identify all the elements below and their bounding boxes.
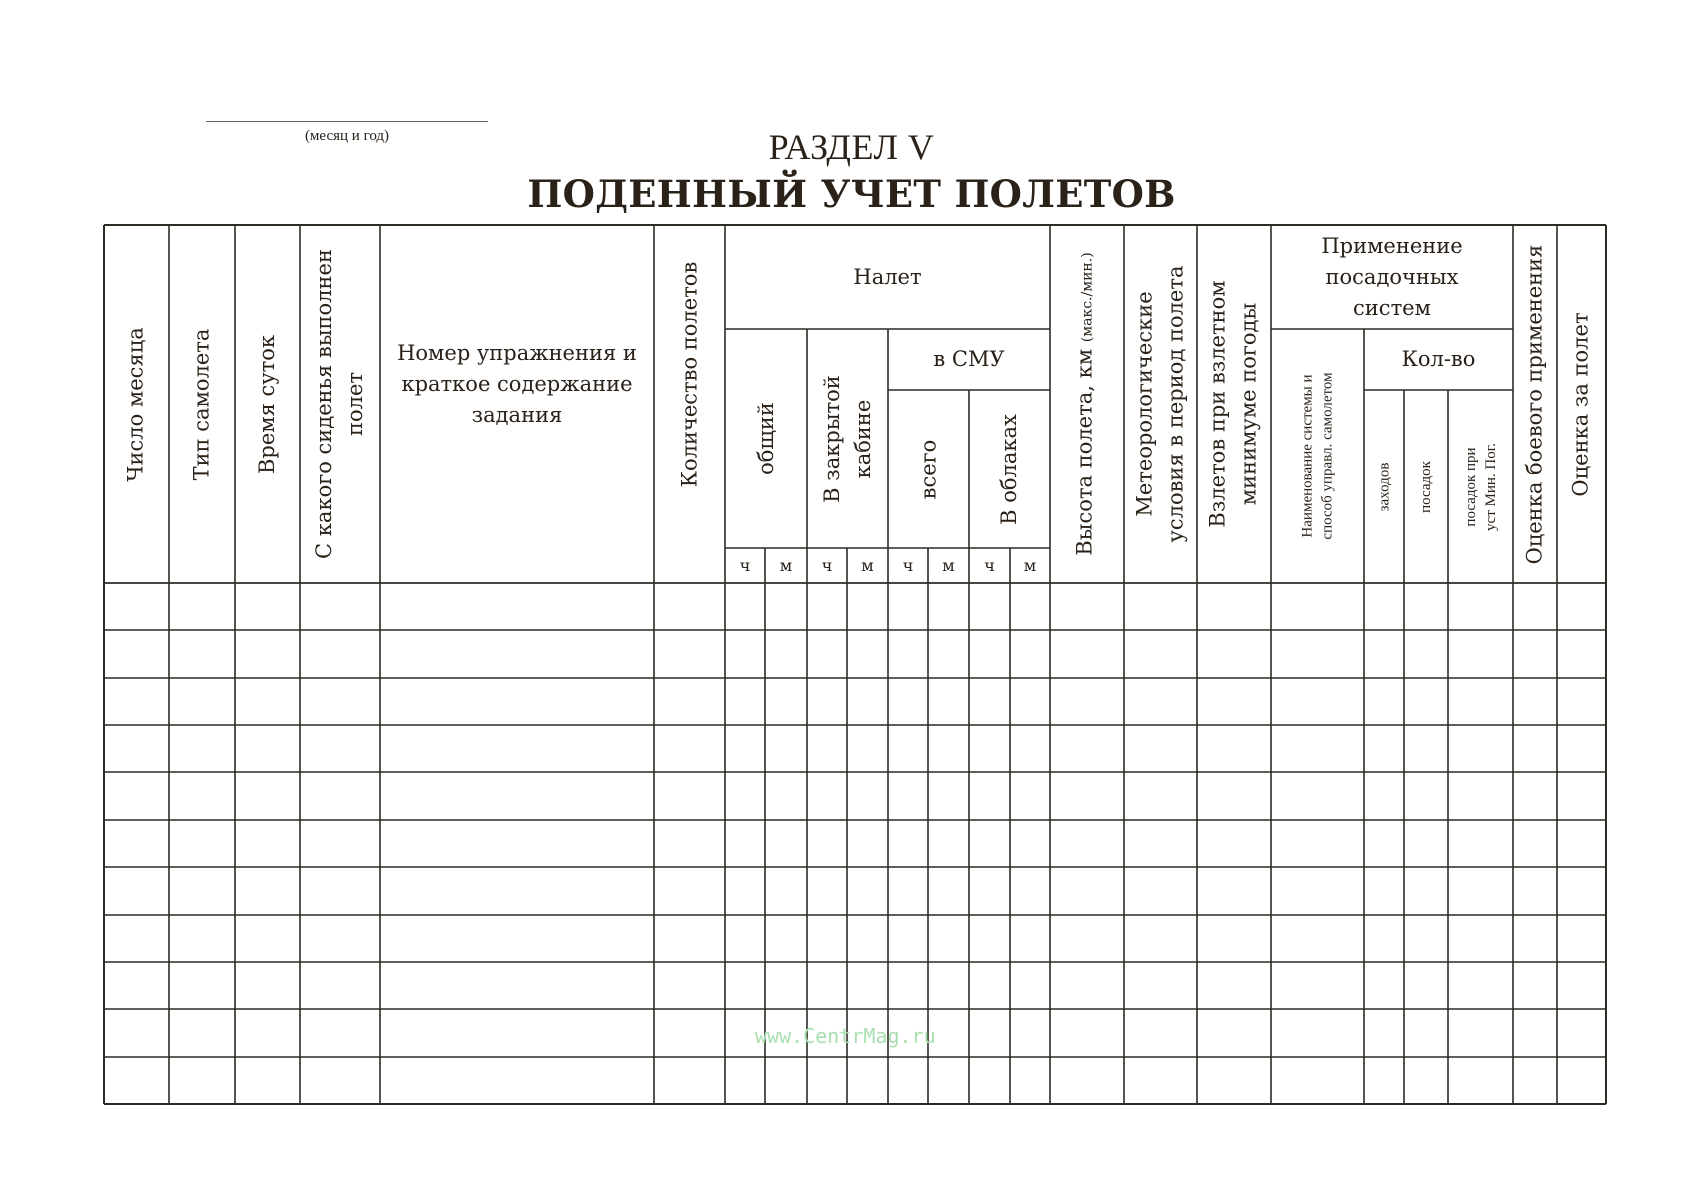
table-cell[interactable] <box>1557 583 1606 630</box>
table-cell[interactable] <box>1513 1009 1557 1056</box>
unit-minutes-label: м <box>1023 555 1037 575</box>
table-cell[interactable] <box>1513 1057 1557 1104</box>
table-cell[interactable] <box>104 820 169 867</box>
table-cell[interactable] <box>1557 1009 1606 1056</box>
header-aircraft-type: Тип самолета <box>189 328 214 480</box>
header-flight-time: Налет <box>853 264 922 289</box>
table-cell[interactable] <box>807 630 847 677</box>
table-cell[interactable] <box>104 583 169 630</box>
table-cell[interactable] <box>1404 820 1448 867</box>
table-cell[interactable] <box>1050 725 1124 772</box>
table-cell[interactable] <box>1050 1009 1124 1056</box>
table-cell[interactable] <box>1513 772 1557 819</box>
table-cell[interactable] <box>169 583 235 630</box>
table-cell[interactable] <box>1197 915 1271 962</box>
table-cell[interactable] <box>1448 630 1513 677</box>
table-cell[interactable] <box>807 583 847 630</box>
table-cell[interactable] <box>1364 630 1404 677</box>
table-cell[interactable] <box>1271 867 1364 914</box>
table-cell[interactable] <box>847 820 888 867</box>
table-cell[interactable] <box>1050 820 1124 867</box>
unit-hours-label: ч <box>902 555 914 575</box>
table-cell[interactable] <box>654 915 725 962</box>
table-cell[interactable] <box>1448 820 1513 867</box>
table-cell[interactable] <box>725 867 765 914</box>
table-cell[interactable] <box>847 1057 888 1104</box>
unit-hours-label: ч <box>821 555 833 575</box>
table-cell[interactable] <box>169 772 235 819</box>
header-time-of-day: Время суток <box>255 334 280 474</box>
table-cell[interactable] <box>654 820 725 867</box>
table-cell[interactable] <box>1124 583 1197 630</box>
table-cell[interactable] <box>1364 678 1404 725</box>
table-cell[interactable] <box>235 678 300 725</box>
table-cell[interactable] <box>1271 820 1364 867</box>
table-cell[interactable] <box>169 725 235 772</box>
table-cell[interactable] <box>1364 1057 1404 1104</box>
table-cell[interactable] <box>380 867 654 914</box>
table-cell[interactable] <box>1124 820 1197 867</box>
table-cell[interactable] <box>169 630 235 677</box>
table-cell[interactable] <box>1404 915 1448 962</box>
table-cell[interactable] <box>807 867 847 914</box>
table-cell[interactable] <box>654 583 725 630</box>
table-cell[interactable] <box>1124 962 1197 1009</box>
table-cell[interactable] <box>169 678 235 725</box>
table-cell[interactable] <box>380 678 654 725</box>
table-cell[interactable] <box>235 725 300 772</box>
table-cell[interactable] <box>104 867 169 914</box>
table-cell[interactable] <box>1557 630 1606 677</box>
table-cell[interactable] <box>1271 772 1364 819</box>
table-cell[interactable] <box>888 915 928 962</box>
table-cell[interactable] <box>1197 772 1271 819</box>
table-cell[interactable] <box>1364 772 1404 819</box>
table-cell[interactable] <box>1557 820 1606 867</box>
table-cell[interactable] <box>1404 1009 1448 1056</box>
table-cell[interactable] <box>969 583 1010 630</box>
table-cell[interactable] <box>969 1057 1010 1104</box>
unit-minutes-label: м <box>942 555 955 575</box>
table-cell[interactable] <box>380 962 654 1009</box>
table-cell[interactable] <box>1448 867 1513 914</box>
table-cell[interactable] <box>1557 678 1606 725</box>
table-cell[interactable] <box>654 1009 725 1056</box>
table-cell[interactable] <box>1010 678 1050 725</box>
table-cell[interactable] <box>1404 630 1448 677</box>
table-cell[interactable] <box>235 915 300 962</box>
header-in-clouds: В облаках <box>997 413 1021 525</box>
table-cell[interactable] <box>1197 867 1271 914</box>
table-cell[interactable] <box>969 820 1010 867</box>
table-cell[interactable] <box>1404 1057 1448 1104</box>
table-cell[interactable] <box>1271 1009 1364 1056</box>
table-cell[interactable] <box>1513 630 1557 677</box>
table-cell[interactable] <box>765 583 807 630</box>
table-cell[interactable] <box>1010 630 1050 677</box>
table-cell[interactable] <box>654 1057 725 1104</box>
table-cell[interactable] <box>1010 583 1050 630</box>
table-cell[interactable] <box>1364 867 1404 914</box>
table-cell[interactable] <box>1050 678 1124 725</box>
table-cell[interactable] <box>1404 867 1448 914</box>
table-cell[interactable] <box>104 962 169 1009</box>
table-cell[interactable] <box>1513 820 1557 867</box>
table-cell[interactable] <box>725 1057 765 1104</box>
header-landings: посадок <box>1418 460 1435 513</box>
page-title: ПОДЕННЫЙ УЧЕТ ПОЛЕТОВ <box>527 172 1176 216</box>
table-cell[interactable] <box>969 915 1010 962</box>
header-quantity: Кол-во <box>1401 347 1476 371</box>
table-cell[interactable] <box>1271 1057 1364 1104</box>
table-cell[interactable] <box>1124 772 1197 819</box>
table-cell[interactable] <box>928 867 969 914</box>
table-cell[interactable] <box>235 867 300 914</box>
table-cell[interactable] <box>1010 915 1050 962</box>
table-cell[interactable] <box>928 583 969 630</box>
table-cell[interactable] <box>1557 725 1606 772</box>
table-cell[interactable] <box>169 1057 235 1104</box>
header-altitude: Высота полета, км (макс./мин.) <box>1073 252 1098 556</box>
table-cell[interactable] <box>1050 962 1124 1009</box>
table-cell[interactable] <box>300 725 380 772</box>
table-cell[interactable] <box>104 725 169 772</box>
table-cell[interactable] <box>1010 820 1050 867</box>
table-cell[interactable] <box>380 725 654 772</box>
table-cell[interactable] <box>1050 915 1124 962</box>
header-smu: в СМУ <box>933 347 1005 371</box>
table-cell[interactable] <box>1124 725 1197 772</box>
table-cell[interactable] <box>1197 1057 1271 1104</box>
table-cell[interactable] <box>1513 915 1557 962</box>
table-cell[interactable] <box>1124 630 1197 677</box>
table-cell[interactable] <box>380 820 654 867</box>
table-cell[interactable] <box>1050 867 1124 914</box>
table-cell[interactable] <box>1364 962 1404 1009</box>
header-combat-score: Оценка боевого применения <box>1522 244 1547 564</box>
table-cell[interactable] <box>654 725 725 772</box>
table-cell[interactable] <box>765 1057 807 1104</box>
table-cell[interactable] <box>765 867 807 914</box>
table-cell[interactable] <box>1197 962 1271 1009</box>
table-cell[interactable] <box>1448 1057 1513 1104</box>
table-cell[interactable] <box>1050 1057 1124 1104</box>
table-cell[interactable] <box>1124 915 1197 962</box>
table-cell[interactable] <box>847 725 888 772</box>
table-cell[interactable] <box>1271 583 1364 630</box>
table-cell[interactable] <box>969 962 1010 1009</box>
table-cell[interactable] <box>969 772 1010 819</box>
table-cell[interactable] <box>1271 725 1364 772</box>
table-cell[interactable] <box>969 725 1010 772</box>
table-cell[interactable] <box>888 630 928 677</box>
table-cell[interactable] <box>928 962 969 1009</box>
unit-hours-label: ч <box>984 555 995 575</box>
header-closed-cabin: В закрытой кабине <box>819 374 875 503</box>
table-cell[interactable] <box>169 1009 235 1056</box>
table-cell[interactable] <box>765 915 807 962</box>
header-total: общий <box>753 402 778 475</box>
table-cell[interactable] <box>235 1057 300 1104</box>
table-cell[interactable] <box>888 583 928 630</box>
table-cell[interactable] <box>104 1057 169 1104</box>
table-cell[interactable] <box>928 772 969 819</box>
table-cell[interactable] <box>235 630 300 677</box>
table-cell[interactable] <box>1050 583 1124 630</box>
table-cell[interactable] <box>654 962 725 1009</box>
table-cell[interactable] <box>888 962 928 1009</box>
table-cell[interactable] <box>1448 725 1513 772</box>
header-meteo: Метеорологические условия в период полета <box>1132 265 1188 543</box>
table-cell[interactable] <box>1124 1009 1197 1056</box>
table-cell[interactable] <box>765 630 807 677</box>
table-cell[interactable] <box>1197 725 1271 772</box>
table-cell[interactable] <box>847 867 888 914</box>
table-cell[interactable] <box>1404 725 1448 772</box>
table-cell[interactable] <box>1271 678 1364 725</box>
table-cell[interactable] <box>847 915 888 962</box>
table-cell[interactable] <box>765 772 807 819</box>
table-cell[interactable] <box>380 630 654 677</box>
table-cell[interactable] <box>1404 583 1448 630</box>
table-cell[interactable] <box>1010 1057 1050 1104</box>
table-cell[interactable] <box>1010 1009 1050 1056</box>
table-cell[interactable] <box>1271 915 1364 962</box>
header-landing-systems: Применение посадочных систем <box>1321 233 1463 320</box>
header-flights-count: Количество полетов <box>677 261 701 487</box>
header-smu-total: всего <box>915 439 940 499</box>
table-cell[interactable] <box>1271 630 1364 677</box>
table-cell[interactable] <box>654 678 725 725</box>
table-cell[interactable] <box>765 725 807 772</box>
table-cell[interactable] <box>104 915 169 962</box>
table-cell[interactable] <box>725 678 765 725</box>
table-cell[interactable] <box>300 962 380 1009</box>
table-cell[interactable] <box>725 915 765 962</box>
unit-minutes-label: м <box>779 555 793 575</box>
table-cell[interactable] <box>888 867 928 914</box>
table-cell[interactable] <box>104 772 169 819</box>
table-cell[interactable] <box>1404 772 1448 819</box>
table-cell[interactable] <box>654 772 725 819</box>
header-system-name: Наименование системы и способ управл. самолетом <box>1299 372 1336 540</box>
table-cell[interactable] <box>300 915 380 962</box>
table-cell[interactable] <box>969 867 1010 914</box>
table-cell[interactable] <box>725 583 765 630</box>
table-cell[interactable] <box>725 630 765 677</box>
table-cell[interactable] <box>235 1009 300 1056</box>
unit-minutes-label: м <box>861 555 874 575</box>
table-cell[interactable] <box>1513 583 1557 630</box>
table-cell[interactable] <box>1557 962 1606 1009</box>
table-cell[interactable] <box>1513 725 1557 772</box>
table-cell[interactable] <box>1448 772 1513 819</box>
table-cell[interactable] <box>300 867 380 914</box>
table-cell[interactable] <box>888 725 928 772</box>
table-cell[interactable] <box>1404 962 1448 1009</box>
table-cell[interactable] <box>1124 1057 1197 1104</box>
table-cell[interactable] <box>928 1057 969 1104</box>
table-cell[interactable] <box>765 820 807 867</box>
table-cell[interactable] <box>725 962 765 1009</box>
table-cell[interactable] <box>1010 725 1050 772</box>
table-cell[interactable] <box>1197 583 1271 630</box>
table-cell[interactable] <box>169 867 235 914</box>
table-cell[interactable] <box>1364 915 1404 962</box>
table-cell[interactable] <box>765 962 807 1009</box>
table-cell[interactable] <box>654 867 725 914</box>
watermark: www.CentrMag.ru <box>755 1024 936 1048</box>
table-cell[interactable] <box>765 678 807 725</box>
table-cell[interactable] <box>1448 678 1513 725</box>
table-cell[interactable] <box>1404 678 1448 725</box>
month-year-caption: (месяц и год) <box>304 128 390 144</box>
table-cell[interactable] <box>928 820 969 867</box>
table-cell[interactable] <box>380 772 654 819</box>
header-seat: С какого сиденья выполнен полет <box>312 249 368 559</box>
table-cell[interactable] <box>847 630 888 677</box>
table-cell[interactable] <box>807 678 847 725</box>
table-cell[interactable] <box>1050 772 1124 819</box>
table-cell[interactable] <box>1557 1057 1606 1104</box>
table-cell[interactable] <box>969 1009 1010 1056</box>
table-cell[interactable] <box>1513 867 1557 914</box>
table-cell[interactable] <box>969 678 1010 725</box>
table-cell[interactable] <box>380 915 654 962</box>
table-cell[interactable] <box>380 583 654 630</box>
table-cell[interactable] <box>1197 678 1271 725</box>
table-cell[interactable] <box>888 678 928 725</box>
table-cell[interactable] <box>169 820 235 867</box>
table-cell[interactable] <box>807 820 847 867</box>
table-cell[interactable] <box>1010 772 1050 819</box>
section-heading: РАЗДЕЛ V <box>768 127 935 167</box>
table-cell[interactable] <box>847 583 888 630</box>
table-cell[interactable] <box>1124 867 1197 914</box>
table-cell[interactable] <box>725 772 765 819</box>
table-cell[interactable] <box>1197 1009 1271 1056</box>
table-cell[interactable] <box>847 678 888 725</box>
table-cell[interactable] <box>1513 962 1557 1009</box>
table-cell[interactable] <box>300 1057 380 1104</box>
table-cell[interactable] <box>380 1057 654 1104</box>
table-cell[interactable] <box>1124 678 1197 725</box>
table-cell[interactable] <box>807 962 847 1009</box>
table-cell[interactable] <box>807 915 847 962</box>
header-landings-min: посадок при уст Мин. Пог. <box>1462 442 1499 531</box>
table-cell[interactable] <box>104 630 169 677</box>
table-cell[interactable] <box>1197 630 1271 677</box>
table-cell[interactable] <box>1448 583 1513 630</box>
table-cell[interactable] <box>1364 725 1404 772</box>
table-cell[interactable] <box>1364 583 1404 630</box>
table-cell[interactable] <box>1557 915 1606 962</box>
table-cell[interactable] <box>300 820 380 867</box>
table-cell[interactable] <box>928 725 969 772</box>
table-cell[interactable] <box>235 772 300 819</box>
table-cell[interactable] <box>928 630 969 677</box>
header-exercise: Номер упражнения и краткое содержание задания <box>397 340 637 427</box>
table-cell[interactable] <box>654 630 725 677</box>
table-cell[interactable] <box>104 1009 169 1056</box>
header-approaches: заходов <box>1376 462 1393 511</box>
header-takeoffs-min: Взлетов при взлетном минимуме погоды <box>1206 280 1262 528</box>
table-cell[interactable] <box>300 1009 380 1056</box>
header-day: Число месяца <box>124 326 149 482</box>
table-cell[interactable] <box>1197 820 1271 867</box>
table-cell[interactable] <box>1513 678 1557 725</box>
table-cell[interactable] <box>235 583 300 630</box>
table-cell[interactable] <box>104 678 169 725</box>
table-cell[interactable] <box>300 630 380 677</box>
table-cell[interactable] <box>235 820 300 867</box>
table-cell[interactable] <box>235 962 300 1009</box>
table-cell[interactable] <box>928 678 969 725</box>
table-cell[interactable] <box>847 772 888 819</box>
table-cell[interactable] <box>807 725 847 772</box>
table-cell[interactable] <box>1271 962 1364 1009</box>
table-cell[interactable] <box>169 962 235 1009</box>
table-cell[interactable] <box>300 678 380 725</box>
table-cell[interactable] <box>1557 867 1606 914</box>
table-cell[interactable] <box>1448 915 1513 962</box>
table-cell[interactable] <box>1050 630 1124 677</box>
table-cell[interactable] <box>888 1057 928 1104</box>
table-cell[interactable] <box>1448 1009 1513 1056</box>
table-cell[interactable] <box>1448 962 1513 1009</box>
table-cell[interactable] <box>725 820 765 867</box>
table-cell[interactable] <box>847 962 888 1009</box>
table-cell[interactable] <box>1364 1009 1404 1056</box>
table-cell[interactable] <box>300 772 380 819</box>
table-cell[interactable] <box>1010 962 1050 1009</box>
table-cell[interactable] <box>807 772 847 819</box>
table-cell[interactable] <box>169 915 235 962</box>
table-cell[interactable] <box>380 1009 654 1056</box>
table-cell[interactable] <box>1010 867 1050 914</box>
header-flight-score: Оценка за полет <box>1569 311 1594 497</box>
table-cell[interactable] <box>725 725 765 772</box>
table-cell[interactable] <box>807 1057 847 1104</box>
table-cell[interactable] <box>1557 772 1606 819</box>
table-cell[interactable] <box>928 915 969 962</box>
table-cell[interactable] <box>888 820 928 867</box>
table-cell[interactable] <box>1364 820 1404 867</box>
table-cell[interactable] <box>300 583 380 630</box>
unit-hours-label: ч <box>739 555 751 575</box>
table-cell[interactable] <box>888 772 928 819</box>
table-cell[interactable] <box>969 630 1010 677</box>
